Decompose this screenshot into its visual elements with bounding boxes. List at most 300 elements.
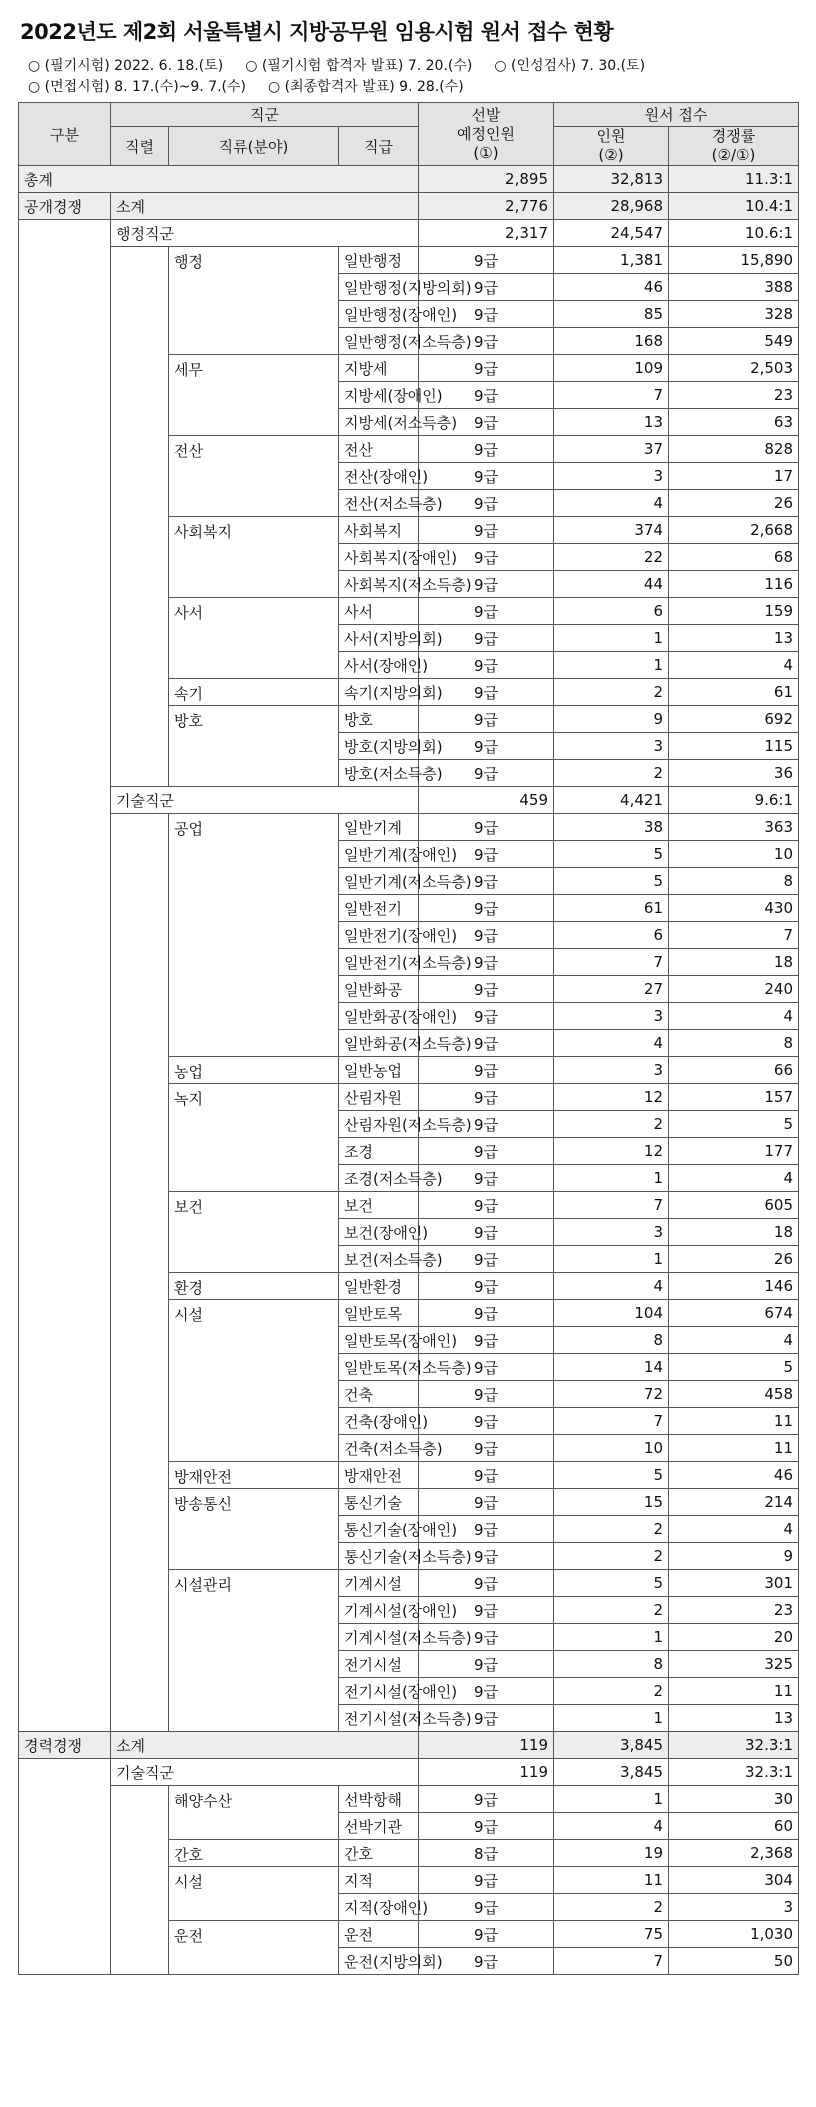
- field-cell: 선박기관: [339, 1813, 419, 1840]
- grade-cell: 9급: [419, 1516, 554, 1543]
- field-cell: 산림자원(저소득층): [339, 1111, 419, 1138]
- plan-cell: 6: [554, 598, 669, 625]
- header-application: 원서 접수: [554, 103, 799, 127]
- grade-cell: 9급: [419, 463, 554, 490]
- plan-cell: 11: [554, 1867, 669, 1894]
- count-cell: 2,668: [669, 517, 799, 544]
- field-cell: 전기시설(장애인): [339, 1678, 419, 1705]
- plan-cell: 119: [419, 1759, 554, 1786]
- plan-cell: 3: [554, 733, 669, 760]
- table-row: [19, 247, 799, 274]
- group-blank-cell: [111, 814, 169, 1732]
- plan-cell: 7: [554, 382, 669, 409]
- grade-cell: 9급: [419, 1813, 554, 1840]
- grade-cell: 8급: [419, 1840, 554, 1867]
- field-cell: 전기시설(저소득층): [339, 1705, 419, 1732]
- grade-cell: 9급: [419, 571, 554, 598]
- plan-cell: 38: [554, 814, 669, 841]
- plan-cell: 7: [554, 1948, 669, 1975]
- grade-cell: 9급: [419, 1192, 554, 1219]
- grade-cell: 9급: [419, 517, 554, 544]
- series-label: 시설: [169, 1867, 339, 1921]
- grade-cell: 9급: [419, 1327, 554, 1354]
- series-label: 운전: [169, 1921, 339, 1975]
- field-cell: 전산: [339, 436, 419, 463]
- plan-cell: 1: [554, 1624, 669, 1651]
- count-cell: 159: [669, 598, 799, 625]
- plan-cell: 2: [554, 679, 669, 706]
- grade-cell: 9급: [419, 814, 554, 841]
- plan-cell: 1: [554, 1165, 669, 1192]
- series-label: 방송통신: [169, 1489, 339, 1570]
- field-cell: 일반전기: [339, 895, 419, 922]
- count-cell: 11: [669, 1408, 799, 1435]
- series-label: 행정: [169, 247, 339, 355]
- plan-cell: 2: [554, 1678, 669, 1705]
- count-cell: 61: [669, 679, 799, 706]
- count-cell: 4: [669, 1327, 799, 1354]
- grade-cell: 9급: [419, 1084, 554, 1111]
- count-cell: 63: [669, 409, 799, 436]
- plan-cell: 4: [554, 1273, 669, 1300]
- count-cell: 214: [669, 1489, 799, 1516]
- grade-cell: 9급: [419, 328, 554, 355]
- grade-cell: 9급: [419, 598, 554, 625]
- count-cell: 13: [669, 1705, 799, 1732]
- field-cell: 일반전기(저소득층): [339, 949, 419, 976]
- count-cell: 4,421: [554, 787, 669, 814]
- subtotal-label: 소계: [111, 193, 419, 220]
- plan-cell: 19: [554, 1840, 669, 1867]
- plan-cell: 46: [554, 274, 669, 301]
- field-cell: 일반행정(지방의회): [339, 274, 419, 301]
- count-cell: 328: [669, 301, 799, 328]
- group-label: 기술직군: [111, 787, 419, 814]
- header-gubun: 구분: [19, 103, 111, 166]
- count-cell: 828: [669, 436, 799, 463]
- series-label: 농업: [169, 1057, 339, 1084]
- field-cell: 보건(장애인): [339, 1219, 419, 1246]
- grade-cell: 9급: [419, 1462, 554, 1489]
- grade-cell: 9급: [419, 706, 554, 733]
- plan-cell: 5: [554, 868, 669, 895]
- plan-cell: 3: [554, 1003, 669, 1030]
- grade-cell: 9급: [419, 1651, 554, 1678]
- series-label: 세무: [169, 355, 339, 436]
- group-row: [19, 220, 799, 247]
- group-row: [19, 1759, 799, 1786]
- field-cell: 기계시설: [339, 1570, 419, 1597]
- field-cell: 사회복지: [339, 517, 419, 544]
- grade-cell: 9급: [419, 1624, 554, 1651]
- grade-cell: 9급: [419, 1705, 554, 1732]
- field-cell: 방호(저소득층): [339, 760, 419, 787]
- plan-cell: 1: [554, 652, 669, 679]
- field-cell: 통신기술: [339, 1489, 419, 1516]
- plan-cell: 13: [554, 409, 669, 436]
- plan-cell: 37: [554, 436, 669, 463]
- schedule-item: ○ (인성검사) 7. 30.(토): [494, 58, 646, 74]
- table-row: [19, 1786, 799, 1813]
- plan-cell: 15: [554, 1489, 669, 1516]
- plan-cell: 14: [554, 1354, 669, 1381]
- ratio-cell: 32.3:1: [669, 1732, 799, 1759]
- count-cell: 1,030: [669, 1921, 799, 1948]
- field-cell: 지적: [339, 1867, 419, 1894]
- field-cell: 건축(장애인): [339, 1408, 419, 1435]
- grade-cell: 9급: [419, 382, 554, 409]
- schedule: [28, 56, 798, 98]
- field-cell: 통신기술(장애인): [339, 1516, 419, 1543]
- plan-cell: 2: [554, 1516, 669, 1543]
- plan-cell: 75: [554, 1921, 669, 1948]
- field-cell: 방호: [339, 706, 419, 733]
- plan-cell: 10: [554, 1435, 669, 1462]
- count-cell: 5: [669, 1111, 799, 1138]
- count-cell: 26: [669, 1246, 799, 1273]
- field-cell: 조경(저소득층): [339, 1165, 419, 1192]
- count-cell: 18: [669, 949, 799, 976]
- grade-cell: 9급: [419, 1435, 554, 1462]
- count-cell: 26: [669, 490, 799, 517]
- count-cell: 3,845: [554, 1759, 669, 1786]
- series-label: 보건: [169, 1192, 339, 1273]
- grade-cell: 9급: [419, 1003, 554, 1030]
- field-cell: 산림자원: [339, 1084, 419, 1111]
- count-cell: 30: [669, 1786, 799, 1813]
- header-jikgeup: 직급: [339, 127, 419, 166]
- series-label: 사회복지: [169, 517, 339, 598]
- field-cell: 일반화공: [339, 976, 419, 1003]
- grade-cell: 9급: [419, 1138, 554, 1165]
- field-cell: 선박항해: [339, 1786, 419, 1813]
- count-cell: 4: [669, 1003, 799, 1030]
- section-label: 공개경쟁: [19, 193, 111, 220]
- total-row: [19, 166, 799, 193]
- header-jikryu: 직류(분야): [169, 127, 339, 166]
- grade-cell: 9급: [419, 760, 554, 787]
- plan-cell: 104: [554, 1300, 669, 1327]
- field-cell: 기계시설(장애인): [339, 1597, 419, 1624]
- count-cell: 23: [669, 1597, 799, 1624]
- plan-cell: 8: [554, 1327, 669, 1354]
- field-cell: 보건(저소득층): [339, 1246, 419, 1273]
- count-cell: 363: [669, 814, 799, 841]
- header-ratio: 경쟁률 (②/①): [669, 127, 799, 166]
- plan-cell: 2,317: [419, 220, 554, 247]
- plan-cell: 3: [554, 1057, 669, 1084]
- ratio-cell: 11.3:1: [669, 166, 799, 193]
- ratio-cell: 10.4:1: [669, 193, 799, 220]
- plan-cell: 168: [554, 328, 669, 355]
- plan-cell: 61: [554, 895, 669, 922]
- section-subtotal-row: [19, 193, 799, 220]
- schedule-line-2: [28, 77, 798, 98]
- count-cell: 325: [669, 1651, 799, 1678]
- count-cell: 301: [669, 1570, 799, 1597]
- plan-cell: 5: [554, 841, 669, 868]
- plan-cell: 119: [419, 1732, 554, 1759]
- count-cell: 4: [669, 1165, 799, 1192]
- field-cell: 방호(지방의회): [339, 733, 419, 760]
- series-label: 환경: [169, 1273, 339, 1300]
- count-cell: 4: [669, 1516, 799, 1543]
- count-cell: 15,890: [669, 247, 799, 274]
- field-cell: 전산(저소득층): [339, 490, 419, 517]
- grade-cell: 9급: [419, 1894, 554, 1921]
- grade-cell: 9급: [419, 1489, 554, 1516]
- series-label: 속기: [169, 679, 339, 706]
- plan-cell: 3: [554, 463, 669, 490]
- grade-cell: 9급: [419, 1111, 554, 1138]
- field-cell: 일반화공(저소득층): [339, 1030, 419, 1057]
- field-cell: 일반환경: [339, 1273, 419, 1300]
- series-label: 전산: [169, 436, 339, 517]
- count-cell: 146: [669, 1273, 799, 1300]
- grade-cell: 9급: [419, 1408, 554, 1435]
- section-subtotal-row: [19, 1732, 799, 1759]
- field-cell: 일반기계: [339, 814, 419, 841]
- plan-cell: 7: [554, 1408, 669, 1435]
- count-cell: 9: [669, 1543, 799, 1570]
- plan-cell: 1: [554, 625, 669, 652]
- field-cell: 일반기계(저소득층): [339, 868, 419, 895]
- count-cell: 8: [669, 1030, 799, 1057]
- field-cell: 사회복지(장애인): [339, 544, 419, 571]
- grade-cell: 9급: [419, 1786, 554, 1813]
- plan-cell: 12: [554, 1084, 669, 1111]
- plan-cell: 3: [554, 1219, 669, 1246]
- grade-cell: 9급: [419, 1867, 554, 1894]
- count-cell: 20: [669, 1624, 799, 1651]
- field-cell: 사회복지(저소득층): [339, 571, 419, 598]
- field-cell: 건축: [339, 1381, 419, 1408]
- field-cell: 일반토목(저소득층): [339, 1354, 419, 1381]
- section-blank-cell: [19, 1759, 111, 1975]
- grade-cell: 9급: [419, 1543, 554, 1570]
- field-cell: 일반토목: [339, 1300, 419, 1327]
- group-blank-cell: [111, 247, 169, 787]
- grade-cell: 9급: [419, 1570, 554, 1597]
- count-cell: 3,845: [554, 1732, 669, 1759]
- plan-cell: 459: [419, 787, 554, 814]
- grade-cell: 9급: [419, 625, 554, 652]
- group-label: 행정직군: [111, 220, 419, 247]
- plan-cell: 9: [554, 706, 669, 733]
- field-cell: 기계시설(저소득층): [339, 1624, 419, 1651]
- grade-cell: 9급: [419, 1057, 554, 1084]
- group-label: 기술직군: [111, 1759, 419, 1786]
- series-label: 시설관리: [169, 1570, 339, 1732]
- plan-cell: 5: [554, 1462, 669, 1489]
- grade-cell: 9급: [419, 1597, 554, 1624]
- field-cell: 일반행정: [339, 247, 419, 274]
- header-jikgun: 직군: [111, 103, 419, 127]
- grade-cell: 9급: [419, 841, 554, 868]
- series-label: 녹지: [169, 1084, 339, 1192]
- grade-cell: 9급: [419, 1219, 554, 1246]
- group-row: [19, 787, 799, 814]
- plan-cell: 22: [554, 544, 669, 571]
- total-label: 총계: [19, 166, 419, 193]
- plan-cell: 1: [554, 1705, 669, 1732]
- count-cell: 23: [669, 382, 799, 409]
- grade-cell: 9급: [419, 301, 554, 328]
- grade-cell: 9급: [419, 1381, 554, 1408]
- grade-cell: 9급: [419, 1246, 554, 1273]
- count-cell: 4: [669, 652, 799, 679]
- count-cell: 430: [669, 895, 799, 922]
- count-cell: 66: [669, 1057, 799, 1084]
- grade-cell: 9급: [419, 247, 554, 274]
- header-plan: 선발 예정인원 (①): [419, 103, 554, 166]
- grade-cell: 9급: [419, 949, 554, 976]
- field-cell: 일반화공(장애인): [339, 1003, 419, 1030]
- plan-cell: 7: [554, 1192, 669, 1219]
- series-label: 방호: [169, 706, 339, 787]
- field-cell: 일반토목(장애인): [339, 1327, 419, 1354]
- field-cell: 사서: [339, 598, 419, 625]
- plan-cell: 72: [554, 1381, 669, 1408]
- count-cell: 50: [669, 1948, 799, 1975]
- plan-cell: 44: [554, 571, 669, 598]
- grade-cell: 9급: [419, 1354, 554, 1381]
- field-cell: 일반행정(저소득층): [339, 328, 419, 355]
- schedule-item: ○ (최종합격자 발표) 9. 28.(수): [268, 79, 464, 95]
- grade-cell: 9급: [419, 733, 554, 760]
- grade-cell: 9급: [419, 1300, 554, 1327]
- count-cell: 458: [669, 1381, 799, 1408]
- ratio-cell: 32.3:1: [669, 1759, 799, 1786]
- grade-cell: 9급: [419, 1030, 554, 1057]
- schedule-item: ○ (면접시험) 8. 17.(수)~9. 7.(수): [28, 79, 246, 95]
- plan-cell: 2,776: [419, 193, 554, 220]
- count-cell: 115: [669, 733, 799, 760]
- grade-cell: 9급: [419, 1921, 554, 1948]
- subtotal-label: 소계: [111, 1732, 419, 1759]
- application-status-table: [18, 102, 799, 1975]
- grade-cell: 9급: [419, 1273, 554, 1300]
- count-cell: 116: [669, 571, 799, 598]
- count-cell: 304: [669, 1867, 799, 1894]
- plan-cell: 2: [554, 1894, 669, 1921]
- field-cell: 일반행정(장애인): [339, 301, 419, 328]
- plan-cell: 4: [554, 1030, 669, 1057]
- field-cell: 통신기술(저소득층): [339, 1543, 419, 1570]
- count-cell: 10: [669, 841, 799, 868]
- series-label: 공업: [169, 814, 339, 1057]
- plan-cell: 85: [554, 301, 669, 328]
- ratio-cell: 9.6:1: [669, 787, 799, 814]
- field-cell: 사서(지방의회): [339, 625, 419, 652]
- table-row: [19, 814, 799, 841]
- series-label: 방재안전: [169, 1462, 339, 1489]
- count-cell: 8: [669, 868, 799, 895]
- count-cell: 692: [669, 706, 799, 733]
- plan-cell: 4: [554, 1813, 669, 1840]
- page-title: 2022년도 제2회 서울특별시 지방공무원 임용시험 원서 접수 현황: [20, 20, 614, 44]
- plan-cell: 12: [554, 1138, 669, 1165]
- grade-cell: 9급: [419, 1948, 554, 1975]
- plan-cell: 2: [554, 1597, 669, 1624]
- field-cell: 운전(지방의회): [339, 1948, 419, 1975]
- field-cell: 일반전기(장애인): [339, 922, 419, 949]
- header-row-1: [19, 103, 799, 127]
- plan-cell: 374: [554, 517, 669, 544]
- plan-cell: 2,895: [419, 166, 554, 193]
- count-cell: 32,813: [554, 166, 669, 193]
- count-cell: 24,547: [554, 220, 669, 247]
- count-cell: 36: [669, 760, 799, 787]
- plan-cell: 8: [554, 1651, 669, 1678]
- count-cell: 11: [669, 1678, 799, 1705]
- count-cell: 7: [669, 922, 799, 949]
- field-cell: 지적(장애인): [339, 1894, 419, 1921]
- section-blank-cell: [19, 220, 111, 1732]
- field-cell: 속기(지방의회): [339, 679, 419, 706]
- field-cell: 전산(장애인): [339, 463, 419, 490]
- count-cell: 11: [669, 1435, 799, 1462]
- grade-cell: 9급: [419, 652, 554, 679]
- plan-cell: 5: [554, 1570, 669, 1597]
- field-cell: 조경: [339, 1138, 419, 1165]
- count-cell: 549: [669, 328, 799, 355]
- grade-cell: 9급: [419, 1678, 554, 1705]
- plan-cell: 4: [554, 490, 669, 517]
- header-count: 인원 (②): [554, 127, 669, 166]
- plan-cell: 7: [554, 949, 669, 976]
- count-cell: 240: [669, 976, 799, 1003]
- grade-cell: 9급: [419, 436, 554, 463]
- plan-cell: 6: [554, 922, 669, 949]
- plan-cell: 1: [554, 1246, 669, 1273]
- series-label: 해양수산: [169, 1786, 339, 1840]
- field-cell: 지방세(저소득층): [339, 409, 419, 436]
- grade-cell: 9급: [419, 976, 554, 1003]
- group-blank-cell: [111, 1786, 169, 1975]
- count-cell: 46: [669, 1462, 799, 1489]
- count-cell: 5: [669, 1354, 799, 1381]
- grade-cell: 9급: [419, 409, 554, 436]
- grade-cell: 9급: [419, 922, 554, 949]
- grade-cell: 9급: [419, 274, 554, 301]
- plan-cell: 2: [554, 760, 669, 787]
- count-cell: 177: [669, 1138, 799, 1165]
- field-cell: 전기시설: [339, 1651, 419, 1678]
- grade-cell: 9급: [419, 895, 554, 922]
- count-cell: 28,968: [554, 193, 669, 220]
- count-cell: 17: [669, 463, 799, 490]
- ratio-cell: 10.6:1: [669, 220, 799, 247]
- grade-cell: 9급: [419, 544, 554, 571]
- count-cell: 157: [669, 1084, 799, 1111]
- field-cell: 일반농업: [339, 1057, 419, 1084]
- field-cell: 방재안전: [339, 1462, 419, 1489]
- field-cell: 건축(저소득층): [339, 1435, 419, 1462]
- grade-cell: 9급: [419, 355, 554, 382]
- plan-cell: 109: [554, 355, 669, 382]
- plan-cell: 2: [554, 1543, 669, 1570]
- field-cell: 지방세: [339, 355, 419, 382]
- count-cell: 2,368: [669, 1840, 799, 1867]
- field-cell: 보건: [339, 1192, 419, 1219]
- grade-cell: 9급: [419, 679, 554, 706]
- plan-cell: 27: [554, 976, 669, 1003]
- count-cell: 13: [669, 625, 799, 652]
- count-cell: 605: [669, 1192, 799, 1219]
- plan-cell: 2: [554, 1111, 669, 1138]
- field-cell: 지방세(장애인): [339, 382, 419, 409]
